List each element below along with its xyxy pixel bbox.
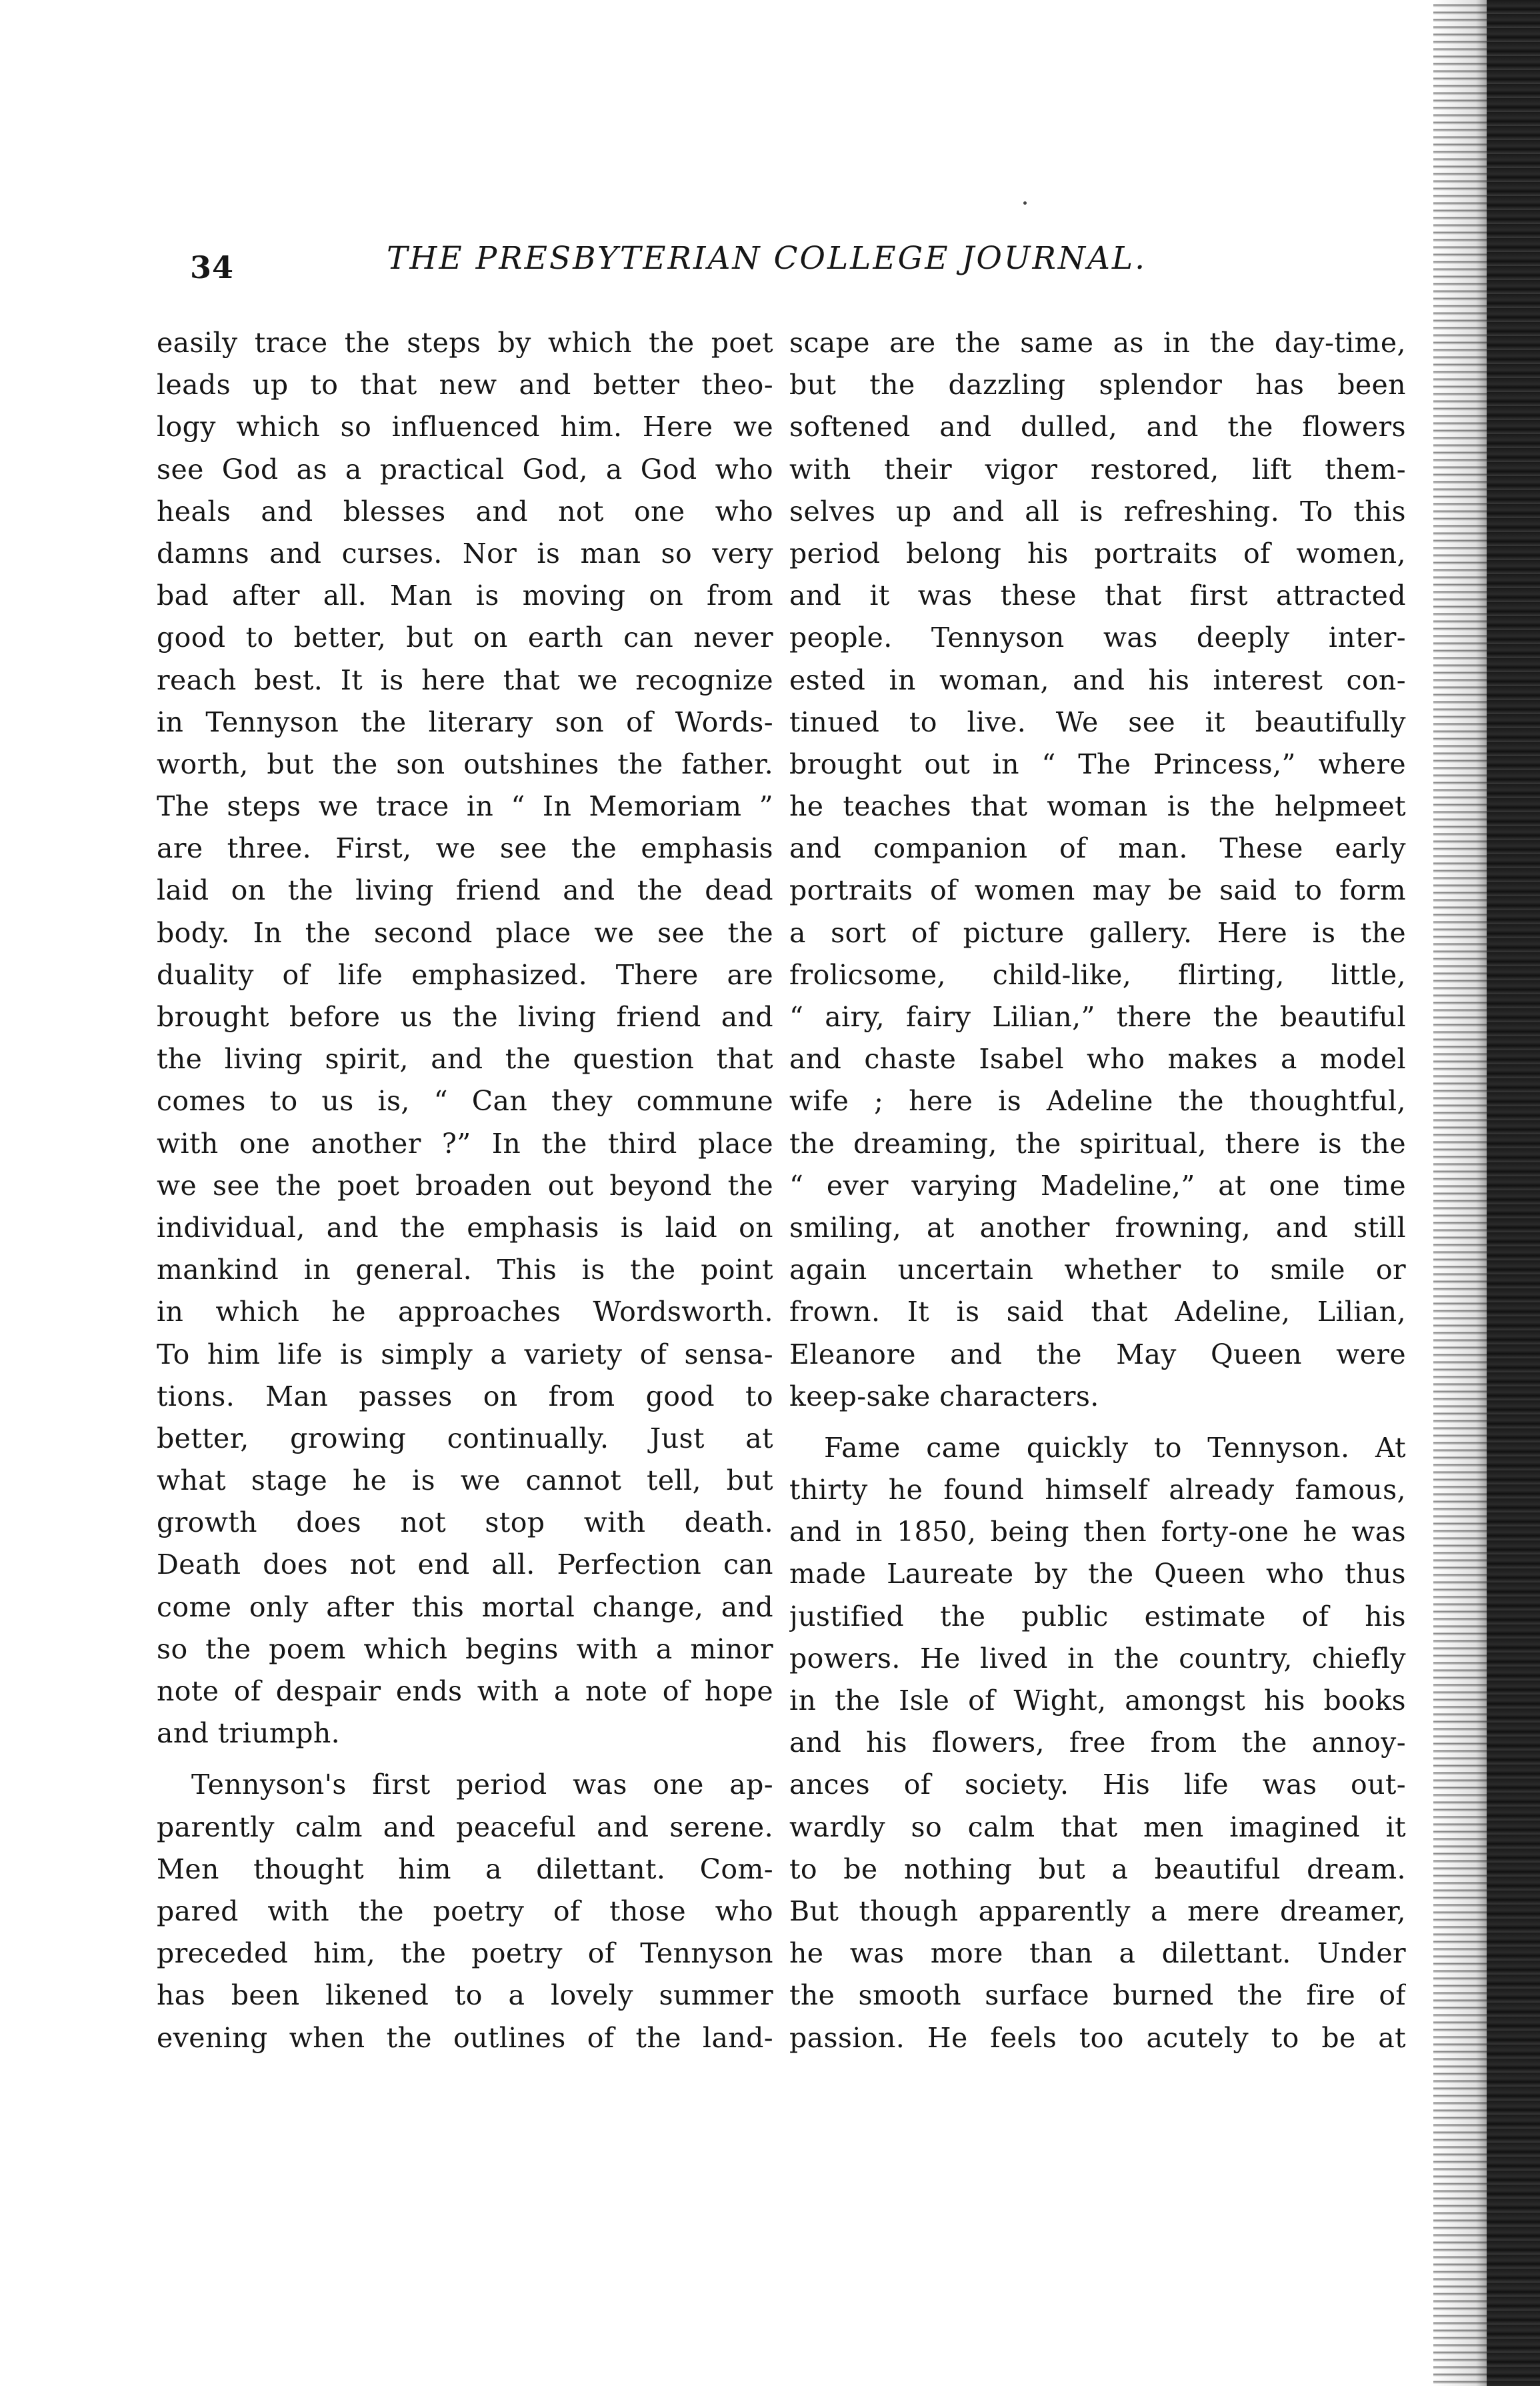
text-line: damns and curses. Nor is man so very <box>157 537 773 569</box>
text-line: Men thought him a dilettant. Com- <box>157 1853 773 1885</box>
paragraph-gap <box>789 1418 1406 1427</box>
text-line: But though apparently a mere dreamer, <box>789 1895 1406 1927</box>
text-line: in the Isle of Wight, amongst his books <box>789 1684 1406 1716</box>
text-line: Eleanore and the May Queen were <box>789 1338 1406 1370</box>
text-line: justified the public estimate of his <box>789 1600 1406 1632</box>
text-line: The steps we trace in “ In Memoriam ” <box>157 790 773 823</box>
text-line: but the dazzling splendor has been <box>789 369 1406 401</box>
left-text-column <box>157 322 773 2059</box>
text-line: heals and blesses and not one who <box>157 495 773 527</box>
text-line: in Tennyson the literary son of Words- <box>157 706 773 738</box>
text-line: keep-sake characters. <box>789 1380 1099 1412</box>
print-speck <box>1023 201 1027 205</box>
text-line: “ ever varying Madeline,” at one time <box>789 1169 1406 1202</box>
paragraph-gap <box>157 1754 773 1764</box>
text-line: “ airy, fairy Lilian,” there the beautiful <box>789 1001 1406 1033</box>
text-line: he teaches that woman is the helpmeet <box>789 790 1406 823</box>
running-title: THE PRESBYTERIAN COLLEGE JOURNAL. <box>387 240 1147 277</box>
text-line: and his flowers, free from the annoy- <box>789 1726 1406 1759</box>
text-line: and triumph. <box>157 1717 341 1750</box>
text-line: body. In the second place we see the <box>157 916 773 949</box>
text-line: Fame came quickly to Tennyson. At <box>824 1431 1406 1464</box>
text-line: wife ; here is Adeline the thoughtful, <box>789 1085 1406 1118</box>
text-line: again uncertain whether to smile or <box>789 1254 1406 1286</box>
text-line: growth does not stop with death. <box>157 1506 773 1539</box>
text-line: mankind in general. This is the point <box>157 1254 773 1286</box>
scanned-binding-shadow <box>1487 0 1540 2386</box>
text-line: logy which so influenced him. Here we <box>157 411 773 443</box>
text-line: in which he approaches Wordsworth. <box>157 1296 773 1328</box>
text-line: come only after this mortal change, and <box>157 1590 773 1623</box>
text-line: ances of society. His life was out- <box>789 1768 1406 1801</box>
text-line: frown. It is said that Adeline, Lilian, <box>789 1296 1406 1328</box>
text-line: wardly so calm that men imagined it <box>789 1811 1406 1843</box>
text-line: laid on the living friend and the dead <box>157 874 773 907</box>
text-line: worth, but the son outshines the father. <box>157 748 773 780</box>
text-line: pared with the poetry of those who <box>157 1895 773 1927</box>
text-line: softened and dulled, and the flowers <box>789 411 1406 443</box>
text-line: Tennyson's first period was one ap- <box>191 1768 773 1801</box>
text-line: Death does not end all. Perfection can <box>157 1548 773 1581</box>
text-line: brought out in “ The Princess,” where <box>789 748 1406 780</box>
text-line: powers. He lived in the country, chiefly <box>789 1642 1406 1674</box>
text-line: and chaste Isabel who makes a model <box>789 1043 1406 1076</box>
text-line: portraits of women may be said to form <box>789 874 1406 907</box>
text-line: To him life is simply a variety of sensa- <box>157 1338 773 1370</box>
text-line: with one another ?” In the third place <box>157 1127 773 1160</box>
text-line: the living spirit, and the question that <box>157 1043 773 1076</box>
text-line: evening when the outlines of the land- <box>157 2021 773 2054</box>
right-text-column <box>789 322 1406 2059</box>
text-line: good to better, but on earth can never <box>157 622 773 654</box>
text-line: made Laureate by the Queen who thus <box>789 1558 1406 1590</box>
text-line: and companion of man. These early <box>789 832 1406 865</box>
text-line: frolicsome, child-like, flirting, little, <box>789 958 1406 991</box>
text-line: people. Tennyson was deeply inter- <box>789 622 1406 654</box>
text-line: scape are the same as in the day-time, <box>789 327 1406 359</box>
text-line: selves up and all is refreshing. To this <box>789 495 1406 527</box>
text-line: with their vigor restored, lift them- <box>789 453 1406 485</box>
text-line: brought before us the living friend and <box>157 1001 773 1033</box>
text-line: tinued to live. We see it beautifully <box>789 706 1406 738</box>
text-line: ested in woman, and his interest con- <box>789 664 1406 696</box>
text-line: the dreaming, the spiritual, there is the <box>789 1127 1406 1160</box>
text-line: parently calm and peaceful and serene. <box>157 1811 773 1843</box>
text-line: leads up to that new and better theo- <box>157 369 773 401</box>
text-line: passion. He feels too acutely to be at <box>789 2021 1406 2054</box>
text-line: thirty he found himself already famous, <box>789 1474 1406 1506</box>
text-line: individual, and the emphasis is laid on <box>157 1211 773 1244</box>
text-line: the smooth surface burned the fire of <box>789 1979 1406 2012</box>
text-line: bad after all. Man is moving on from <box>157 579 773 612</box>
text-line: see God as a practical God, a God who <box>157 453 773 485</box>
text-line: tions. Man passes on from good to <box>157 1380 773 1412</box>
text-line: smiling, at another frowning, and still <box>789 1211 1406 1244</box>
text-line: comes to us is, “ Can they commune <box>157 1085 773 1118</box>
text-line: preceded him, the poetry of Tennyson <box>157 1937 773 1970</box>
text-line: has been likened to a lovely summer <box>157 1979 773 2012</box>
text-line: so the poem which begins with a minor <box>157 1632 773 1665</box>
text-line: note of despair ends with a note of hope <box>157 1675 773 1707</box>
text-line: reach best. It is here that we recognize <box>157 664 773 696</box>
text-line: are three. First, we see the emphasis <box>157 832 773 865</box>
text-line: and in 1850, being then forty-one he was <box>789 1516 1406 1548</box>
text-line: what stage he is we cannot tell, but <box>157 1464 773 1497</box>
text-line: and it was these that first attracted <box>789 579 1406 612</box>
text-line: we see the poet broaden out beyond the <box>157 1169 773 1202</box>
text-line: a sort of picture gallery. Here is the <box>789 916 1406 949</box>
text-line: he was more than a dilettant. Under <box>789 1937 1406 1970</box>
text-line: to be nothing but a beautiful dream. <box>789 1853 1406 1885</box>
text-line: better, growing continually. Just at <box>157 1422 773 1454</box>
text-line: easily trace the steps by which the poet <box>157 327 773 359</box>
text-line: period belong his portraits of women, <box>789 537 1406 569</box>
page-number: 34 <box>190 249 235 285</box>
text-line: duality of life emphasized. There are <box>157 958 773 991</box>
